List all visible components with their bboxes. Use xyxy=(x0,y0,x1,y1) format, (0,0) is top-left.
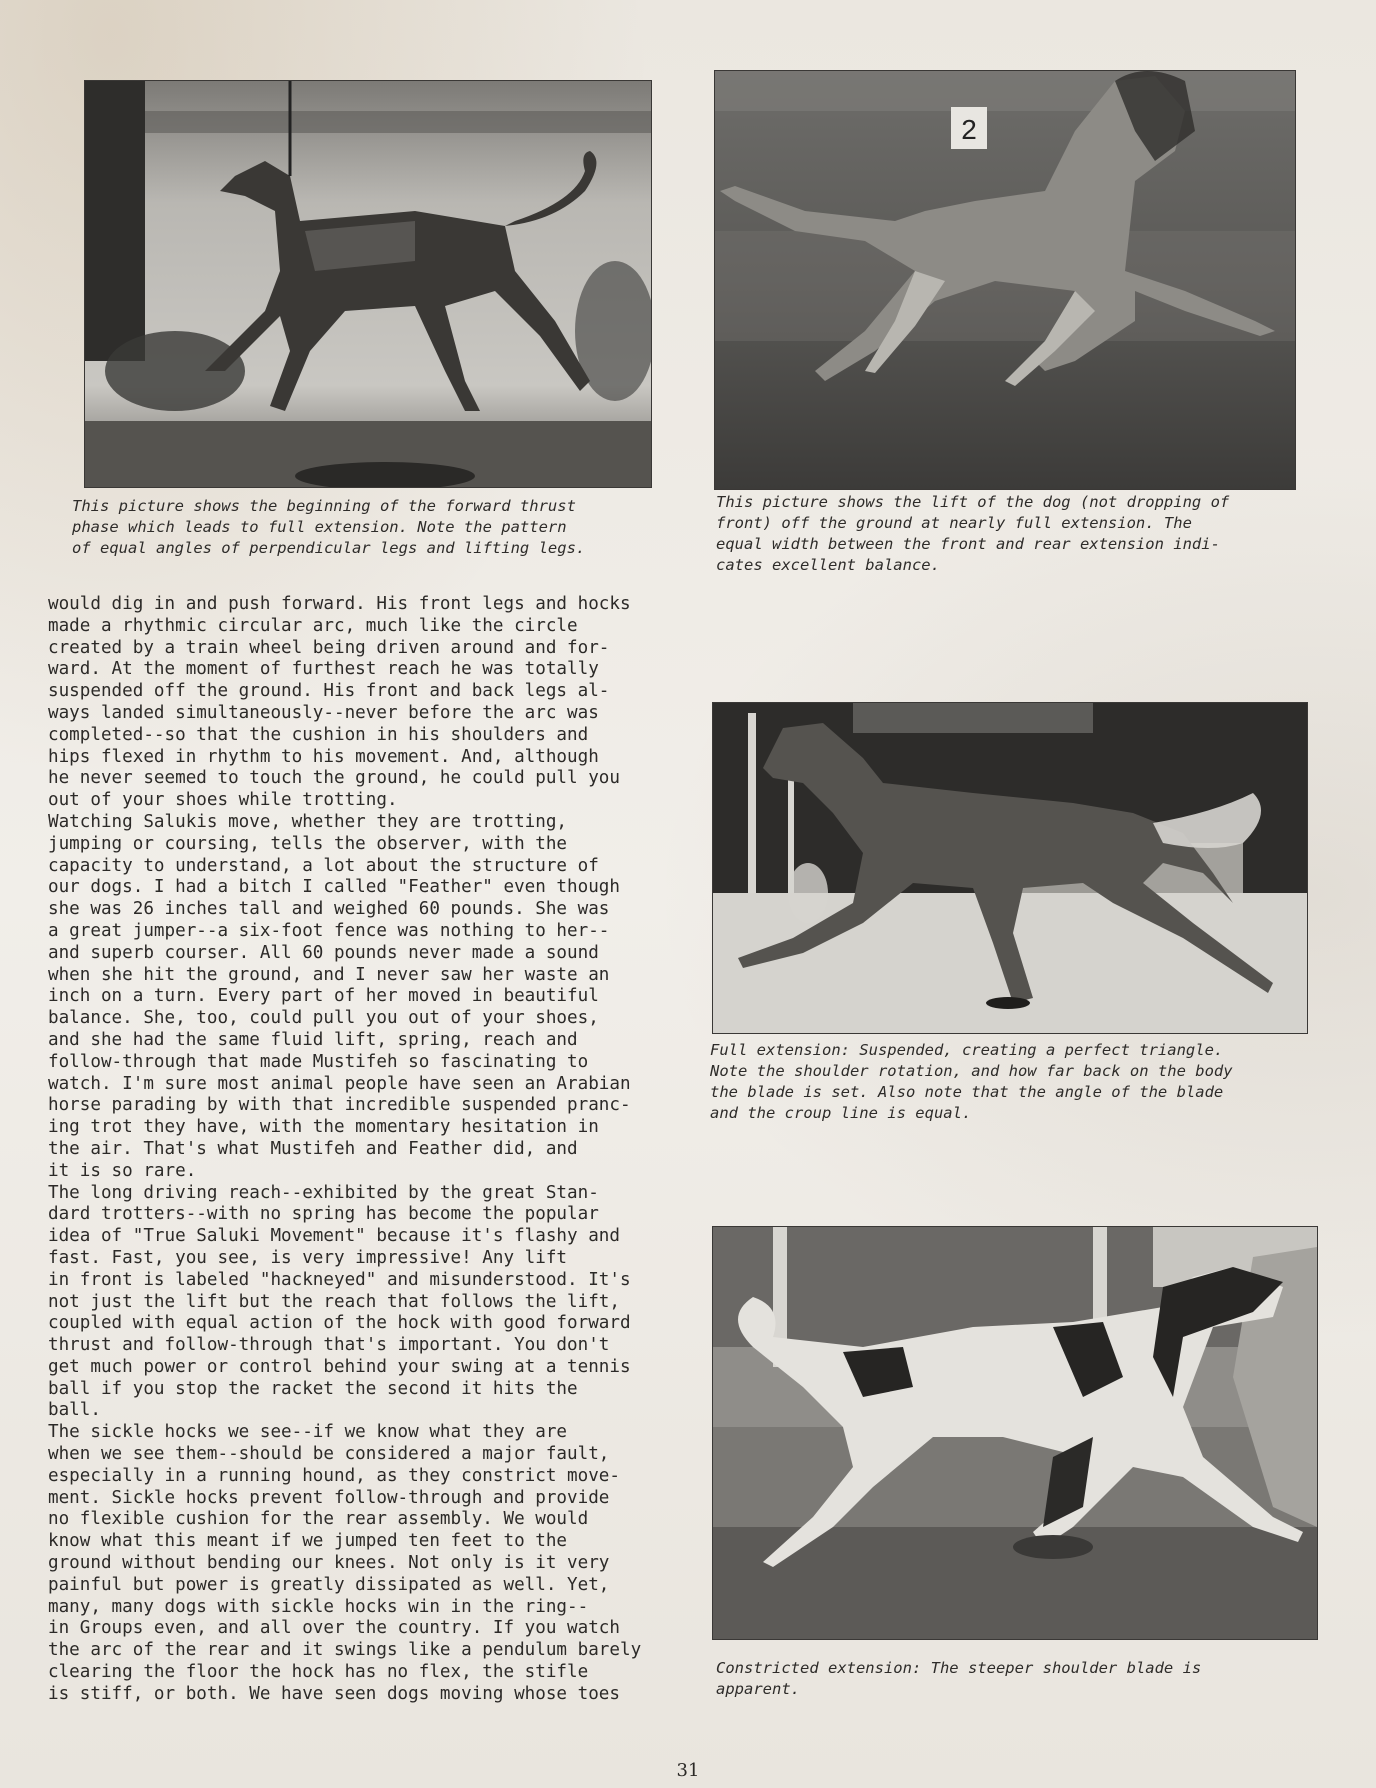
caption-forward-thrust: This picture shows the beginning of the forward thrust phase which leads to full extension. Note the pattern of equal angles of perpendicular legs and lifting legs. xyxy=(72,497,586,557)
body-paragraph-3: The long driving reach--exhibited by the great Stan- dard trotters--with no spring has become the popular idea of "True Saluki Movement" because it's flashy and fast. Fast, you see, is very impressive! Any lift in front is labeled "hackneyed" and misunderstood. It's not just the lift but the reach that follows the lift, coupled with equal action of the hock with good forward thrust and follow-through that's important. You don't get much power or control behind your swing at a tennis ball if you stop the racket the second it hits the ball. xyxy=(48,1182,631,1421)
photo-full-extension xyxy=(712,702,1308,1034)
caption-lift-of-dog: This picture shows the lift of the dog (not dropping of front) off the ground at nearly full extension. The equal width between the front and rear extension indi- cates excellent balance. xyxy=(716,493,1230,574)
dog-gaiting-on-grass-image xyxy=(715,71,1295,489)
dog-constricted-extension-image xyxy=(713,1227,1317,1639)
number-card-2: 2 xyxy=(961,114,977,145)
body-paragraph-4: The sickle hocks we see--if we know what they are when we see them--should be considered a major fault, especially in a running hound, as they constrict move- ment. Sickle hocks prevent follow-through and provide no flexible cushion for the rear assembly. We would know what this meant if we jumped ten feet to the ground without bending our knees. Not only is it very painful but power is greatly dissipated as well. Yet, many, many dogs with sickle hocks win in the ring-- in Groups even, and all over the country. If you watch the arc of the rear and it swings like a pendulum barely clearing the floor the hock has no flex, the stifle is stiff, or both. We have seen dogs moving whose toes xyxy=(48,1422,642,1704)
body-paragraph-2: Watching Salukis move, whether they are trotting, jumping or coursing, tells the observer, with the capacity to understand, a lot about the structure of our dogs. I had a bitch I called "Feather" even though she was 26 inches tall and weighed 60 pounds. She was a great jumper--a six-foot fence was nothing to her-- and superb courser. All 60 pounds never made a sound when she hit the ground, and I never saw her waste an inch on a turn. Every part of her moved in beautiful balance. She, too, could pull you out of your shoes, and she had the same fluid lift, spring, reach and follow-through that made Mustifeh so fascinating to watch. I'm sure most animal people have seen an Arabian horse parading by with that incredible suspended pranc- ing trot they have, with the momentary hesitation in the air. That's what Mustifeh and Feather did, and it is so rare. xyxy=(48,811,631,1181)
caption-constricted-extension: Constricted extension: The steeper shoulder blade is apparent. xyxy=(716,1659,1202,1698)
page-number: 31 xyxy=(676,1760,700,1781)
body-paragraph-1: would dig in and push forward. His front legs and hocks made a rhythmic circular arc, much like the circle created by a train wheel being driven around and for- ward. At the moment of furthest reach he was totally suspended off the ground. His front and back legs al- ways landed simultaneously--never before the arc was completed--so that the cushion in his shoulders and hips flexed in rhythm to his movement. And, although he never seemed to touch the ground, he could pull you out of your shoes while trotting. xyxy=(48,594,631,811)
dog-full-extension-image xyxy=(713,703,1307,1033)
photo-lift-of-dog xyxy=(714,70,1296,490)
photo-forward-thrust xyxy=(84,80,652,488)
article-body xyxy=(48,594,678,1706)
photo-constricted-extension xyxy=(712,1226,1318,1640)
dog-trotting-image xyxy=(85,81,651,487)
caption-full-extension: Full extension: Suspended, creating a perfect triangle. Note the shoulder rotation, and how far back on the body the blade is set. Also note that the angle of the blade and the croup line is equal. xyxy=(710,1041,1233,1122)
